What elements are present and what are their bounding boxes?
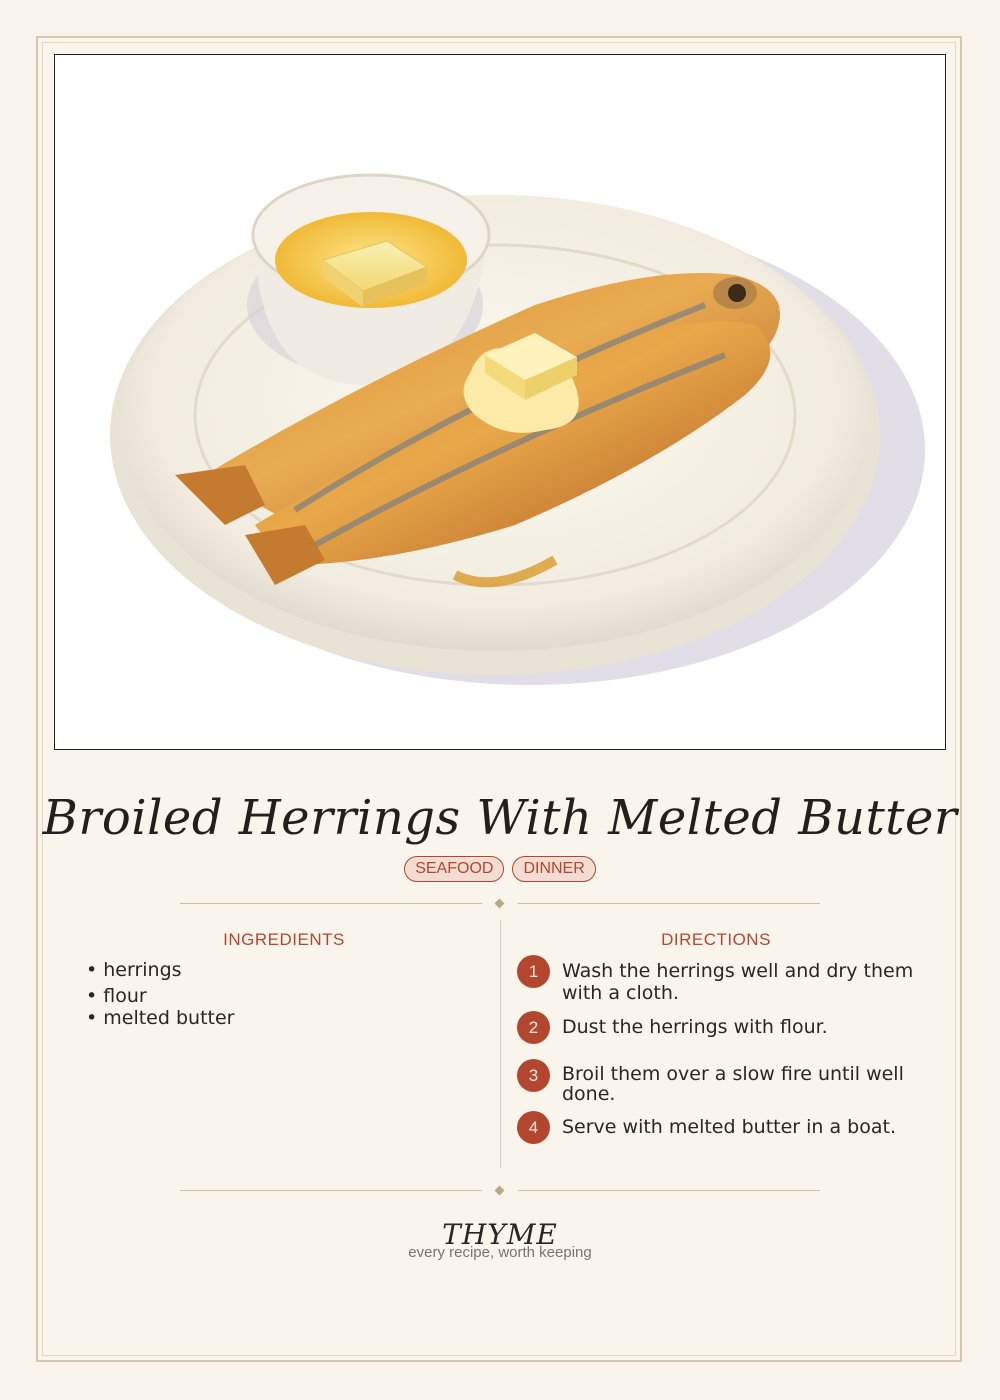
- divider-line-right: [518, 903, 820, 904]
- directions-heading: DIRECTIONS: [661, 930, 771, 949]
- diamond-icon: [495, 899, 505, 909]
- ingredient-item: • flour: [86, 984, 234, 1006]
- tag-list: [0, 856, 1000, 882]
- column-separator: [500, 920, 501, 1168]
- step-text: Wash the herrings well and dry them with a cloth.: [562, 960, 914, 1004]
- brand-tagline: every recipe, worth keeping: [408, 1244, 592, 1261]
- recipe-title: Broiled Herrings With Melted Butter: [42, 790, 958, 846]
- divider-line-left: [180, 1190, 482, 1191]
- ingredients-heading: INGREDIENTS: [223, 930, 345, 949]
- ingredient-item: • melted butter: [86, 1006, 234, 1030]
- ingredient-item: • herrings: [86, 958, 234, 984]
- brand-name: THYME: [442, 1218, 558, 1251]
- step-number-badge: 4: [517, 1111, 550, 1144]
- divider-top: [180, 898, 820, 910]
- ingredients-list: [86, 958, 234, 1030]
- divider-line-left: [180, 903, 482, 904]
- diamond-icon: [495, 1186, 505, 1196]
- step-text: Serve with melted butter in a boat.: [562, 1116, 897, 1138]
- divider-line-right: [518, 1190, 820, 1191]
- step-text: Broil them over a slow fire until well done.: [562, 1063, 904, 1105]
- tag-seafood[interactable]: SEAFOOD: [404, 856, 504, 882]
- recipe-photo: [54, 54, 946, 750]
- tag-dinner[interactable]: DINNER: [512, 856, 595, 882]
- step-text: Dust the herrings with flour.: [562, 1016, 828, 1038]
- broiled-herrings-plate-illustration: [55, 55, 945, 749]
- divider-bottom: [180, 1185, 820, 1197]
- step-number-badge: 1: [517, 955, 550, 988]
- step-number-badge: 3: [517, 1059, 550, 1092]
- step-number-badge: 2: [517, 1011, 550, 1044]
